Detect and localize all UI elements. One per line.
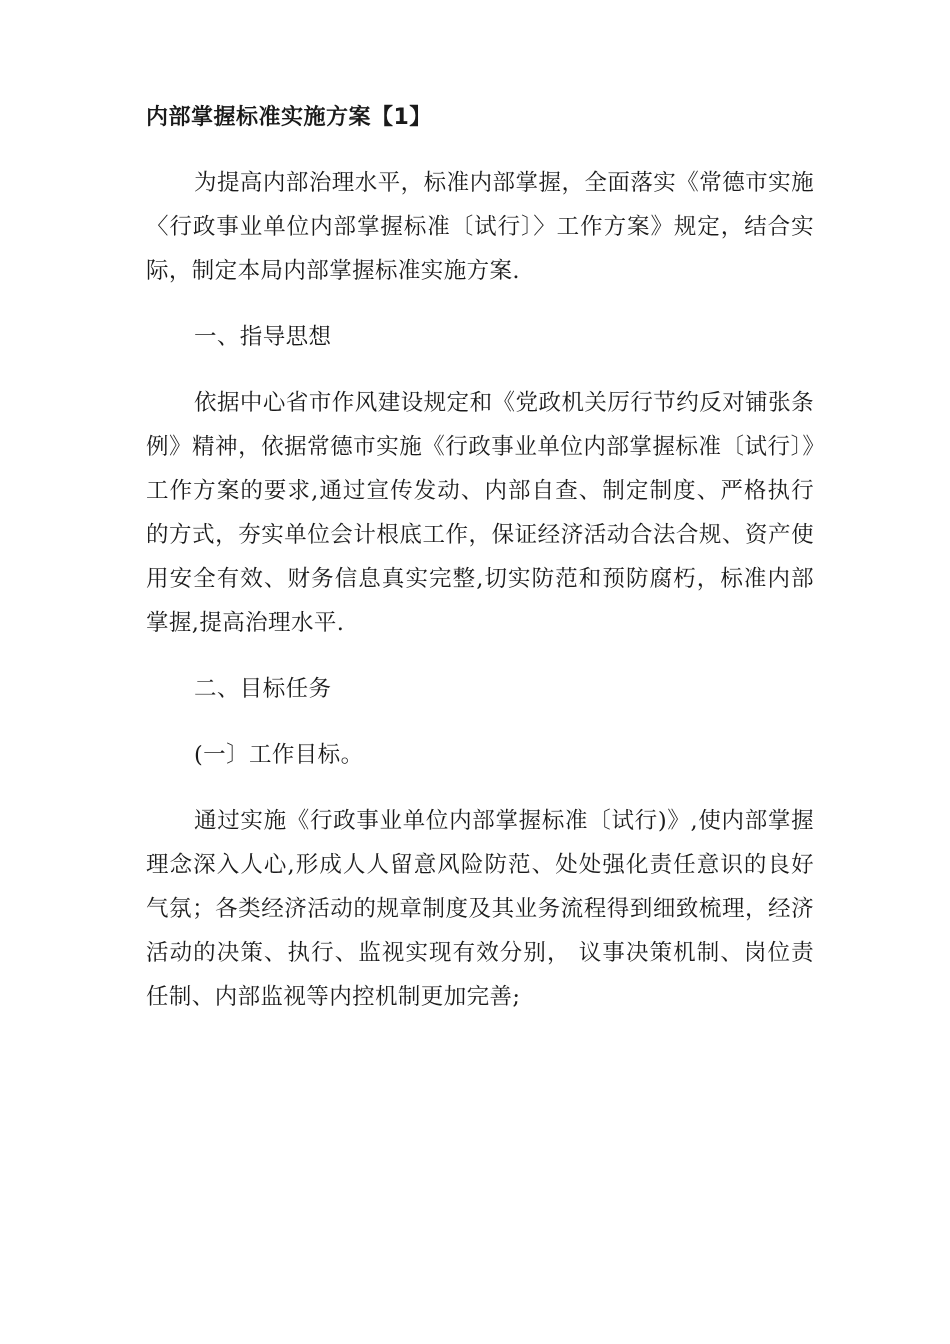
section-heading-guiding-thought: 一、指导思想 <box>194 324 332 350</box>
intro-paragraph: 为提高内部治理水平，标准内部掌握，全面落实《常德市实施〈行政事业单位内部掌握标准〔试行〕〉工作方案》规定，结合实际，制定本局内部掌握标准实施方案. <box>146 170 814 284</box>
section-heading-goals-tasks: 二、目标任务 <box>194 676 332 702</box>
work-goal-paragraph: 通过实施《行政事业单位内部掌握标准〔试行)》,使内部掌握理念深入人心,形成人人留意风险防范、处处强化责任意识的良好气氛；各类经济活动的规章制度及其业务流程得到细致梳理，经济活动的决策、执行、监视实现有效分别， 议事决策机制、岗位责任制、内部监视等内控机制更加完善; <box>146 808 814 1010</box>
subsection-heading-work-goal: (一〕工作目标。 <box>194 742 364 768</box>
guiding-thought-paragraph: 依据中心省市作风建设规定和《党政机关厉行节约反对铺张条例》精神，依据常德市实施《行政事业单位内部掌握标准〔试行〕》工作方案的要求,通过宣传发动、内部自查、制定制度、严格执行的方式，夯实单位会计根底工作，保证经济活动合法合规、资产使用安全有效、财务信息真实完整,切实防范和预防腐朽，标准内部掌握,提高治理水平. <box>146 390 814 636</box>
document-body <box>146 98 814 1041</box>
document-title: 内部掌握标准实施方案【1】 <box>146 105 432 130</box>
